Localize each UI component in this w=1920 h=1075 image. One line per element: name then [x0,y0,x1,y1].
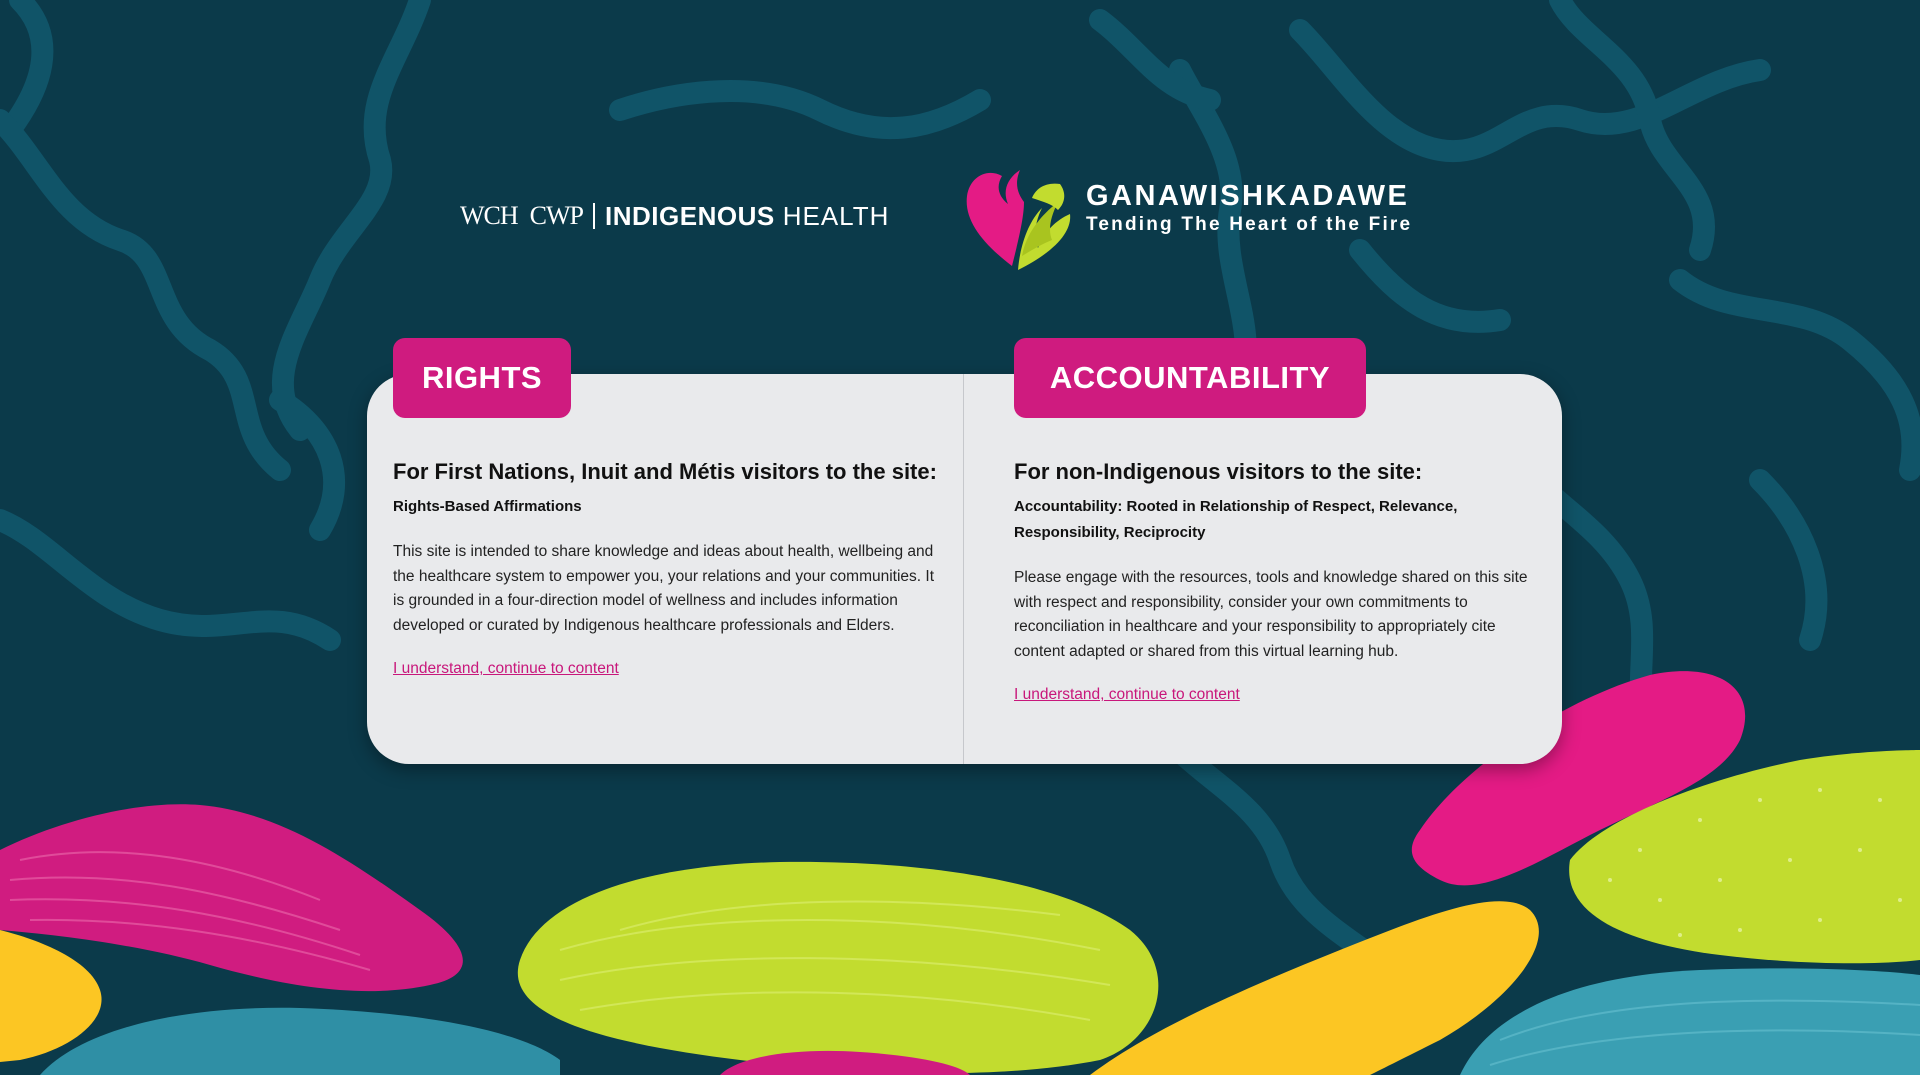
ganawishkadawe-title: GANAWISHKADAWE [1086,180,1410,212]
accountability-tab: ACCOUNTABILITY [1014,338,1366,418]
logo-divider [593,203,595,229]
indigenous-wordmark: INDIGENOUS [605,200,775,231]
card-divider [963,374,964,764]
wch-wordmark: WCH [460,201,518,230]
accountability-continue-link[interactable]: I understand, continue to content [1014,686,1240,704]
ganawishkadawe-logo[interactable] [962,158,1442,278]
heart-flame-icon [962,158,1077,278]
header [0,150,1920,280]
health-wordmark: HEALTH [782,200,890,231]
ganawishkadawe-tagline: Tending The Heart of the Fire [1086,214,1413,235]
accountability-body: Please engage with the resources, tools and knowledge shared on this site with respect and responsibility, consider your own commitments to reconciliation in healthcare and your responsibility to appropriately cite content adapted or shared from this virtual learning hub. [1014,569,1528,660]
accountability-subheading: Accountability: Rooted in Relationship of Respect, Relevance, Responsibility, Reciprocity [1014,498,1458,541]
ganawishkadawe-wordmark [1086,180,1412,236]
rights-tab: RIGHTS [393,338,571,418]
blob-teal-bottom-right [1460,968,1920,1075]
rights-subheading: Rights-Based Affirmations [393,498,582,515]
blob-lime-center [518,862,1159,1073]
accountability-panel [1014,458,1539,704]
cwp-wordmark: CWP [529,201,584,230]
blob-yellow-left [0,930,102,1062]
blob-teal-bottom-left [40,1008,560,1075]
accountability-heading: For non-Indigenous visitors to the site: [1014,459,1423,484]
rights-panel [393,458,938,678]
affirmation-card [367,374,1562,764]
wch-indigenous-health-logo[interactable] [460,200,889,232]
rights-continue-link[interactable]: I understand, continue to content [393,660,619,678]
rights-heading: For First Nations, Inuit and Métis visitors to the site: [393,459,937,484]
rights-body: This site is intended to share knowledge and ideas about health, wellbeing and the healthcare system to empower you, your relations and your communities. It is grounded in a four-direction model of wellness and includes information developed or curated by Indigenous healthcare professionals and Elders. [393,543,935,634]
